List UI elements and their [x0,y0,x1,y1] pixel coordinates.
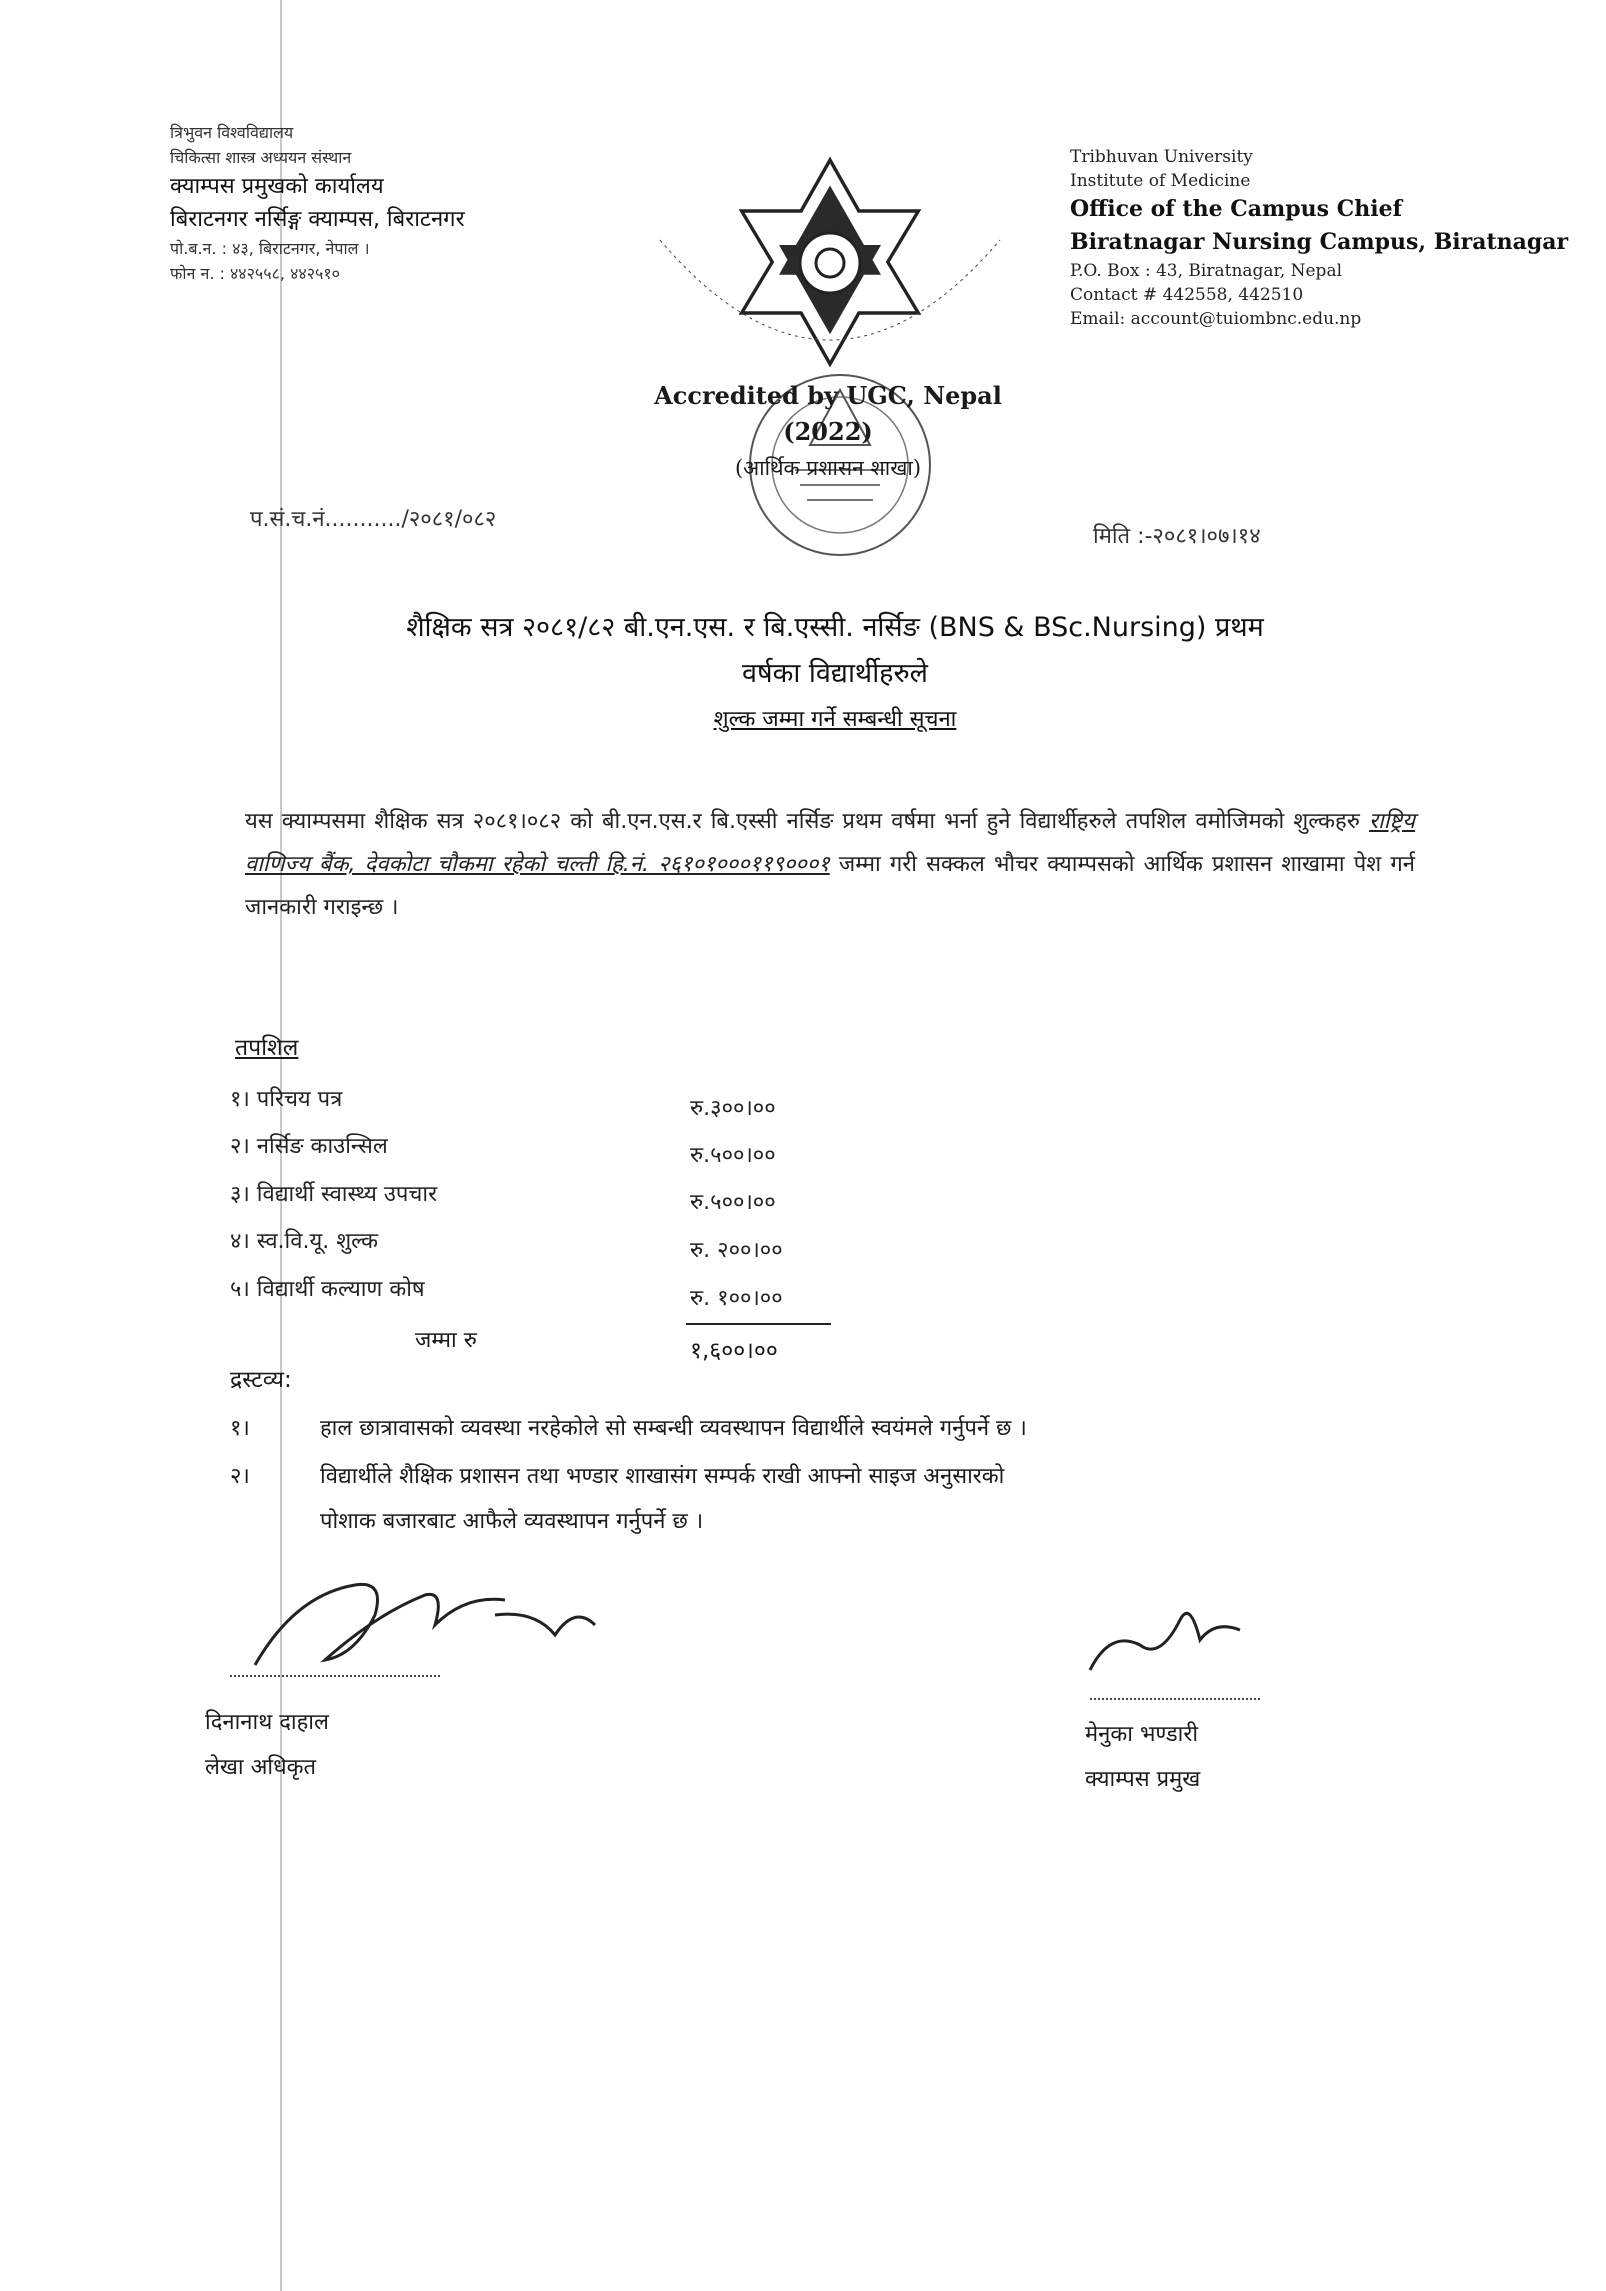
english-po-box: P.O. Box : 43, Biratnagar, Nepal [1070,261,1343,281]
accreditation-year: (2022) [783,417,873,446]
english-institute: Institute of Medicine [1070,171,1251,191]
total-label: जम्मा रु [415,1328,477,1353]
left-signatory [205,1700,329,1790]
note-number: २। [230,1464,250,1489]
notice-title [260,605,1410,743]
notice-body [245,800,1415,929]
fee-item-label: ४। स्व.वि.यू. शुल्क [230,1229,379,1254]
total-amount: १,६००।०० [690,1338,778,1364]
nepali-po-box: पो.ब.न. : ४३, बिराटनगर, नेपाल । [170,239,370,258]
body-part-2: जम्मा गरी सक्कल भौचर क्याम्पसको आर्थिक प्रशासन शाखामा पेश गर्न जानकारी गराइन्छ । [245,852,1416,920]
nepali-office: क्याम्पस प्रमुखको कार्यालय [170,174,384,199]
english-contact: Contact # 442558, 442510 [1070,285,1304,305]
left-signature-line [230,1675,440,1677]
total-rule [686,1323,831,1325]
english-campus: Biratnagar Nursing Campus, Biratnagar [1070,229,1569,255]
fee-heading: तपशिल [235,1035,299,1061]
english-letterhead [1070,145,1568,331]
fee-item-amount: रु.५००।०० [690,1190,776,1215]
right-signatory [1085,1712,1200,1802]
right-signature [1070,1590,1270,1700]
title-line-1: शैक्षिक सत्र २०८१/८२ बी.एन.एस. र बि.एस्सी. नर्सिङ (BNS & BSc.Nursing) प्रथम [406,612,1264,643]
left-signatory-name: दिनानाथ दाहाल [205,1710,329,1735]
body-part-1: यस क्याम्पसमा शैक्षिक सत्र २०८१।०८२ को बी.एन.एस.र बि.एस्सी नर्सिङ प्रथम वर्षमा भर्ना हुने विद्यार्थीहरुले तपशिल वमोजिमको शुल्कहरु [245,809,1369,834]
note-item [230,1455,1430,1499]
notes-heading: द्रस्टव्य: [230,1367,292,1393]
left-signatory-title: लेखा अधिकृत [205,1755,317,1780]
fee-item-label: ५। विद्यार्थी कल्याण कोष [230,1277,425,1302]
nepali-campus: बिराटनगर नर्सिङ्ग क्याम्पस, बिराटनगर [170,207,465,232]
title-line-2: वर्षका विद्यार्थीहरुले [742,658,928,689]
accreditation-section: (आर्थिक प्रशासन शाखा) [734,456,922,480]
english-office: Office of the Campus Chief [1070,196,1403,222]
right-signatory-title: क्याम्पस प्रमुख [1085,1767,1201,1792]
letter-date: मिति :-२०८१।०७।१४ [1093,524,1261,549]
fee-item-amount: रु.३००।०० [690,1096,776,1121]
note-text: विद्यार्थीले शैक्षिक प्रशासन तथा भण्डार शाखासंग सम्पर्क राखी आफ्नो साइज अनुसारको [320,1464,1005,1489]
fee-item-amount: रु. २००।०० [690,1238,783,1263]
note-text: हाल छात्रावासको व्यवस्था नरहेकोले सो सम्बन्धी व्यवस्थापन विद्यार्थीले स्वयंमले गर्नुपर्ने छ । [320,1416,1027,1441]
fee-item-label: २। नर्सिङ काउन्सिल [230,1134,388,1159]
english-email: Email: account@tuiombnc.edu.np [1070,309,1362,329]
nepali-phone: फोन न. : ४४२५५८, ४४२५१० [170,264,340,283]
right-signatory-name: मेनुका भण्डारी [1085,1722,1199,1747]
bank-account-highlight: राष्ट्रिय वाणिज्य बैंक, देवकोटा चौकमा रहेको चल्ती हि.नं. २६१०१०००११९०००१ [245,809,1416,877]
note-item [230,1500,1430,1544]
note-item [230,1407,1430,1451]
fee-item-label: ३। विद्यार्थी स्वास्थ्य उपचार [230,1182,438,1207]
fee-item-amount: रु. १००।०० [690,1286,783,1311]
fee-item-amount: रु.५००।०० [690,1143,776,1168]
right-signature-line [1090,1698,1260,1700]
nepali-university: त्रिभुवन विश्वविद्यालय [170,123,294,142]
title-subject: शुल्क जम्मा गर्ने सम्बन्धी सूचना [713,707,957,732]
accreditation-note [648,378,1008,486]
note-number: १। [230,1416,250,1441]
reference-number: प.सं.च.नं.........../२०८१/०८२ [250,507,497,532]
accreditation-line: Accredited by UGC, Nepal [654,381,1002,410]
nepali-letterhead [170,120,465,286]
nepali-institute: चिकित्सा शास्त्र अध्ययन संस्थान [170,148,352,167]
note-text: पोशाक बजारबाट आफैले व्यवस्थापन गर्नुपर्ने छ । [320,1509,704,1534]
left-signature [235,1555,615,1685]
fee-item-label: १। परिचय पत्र [230,1087,343,1112]
english-university: Tribhuvan University [1070,147,1253,167]
